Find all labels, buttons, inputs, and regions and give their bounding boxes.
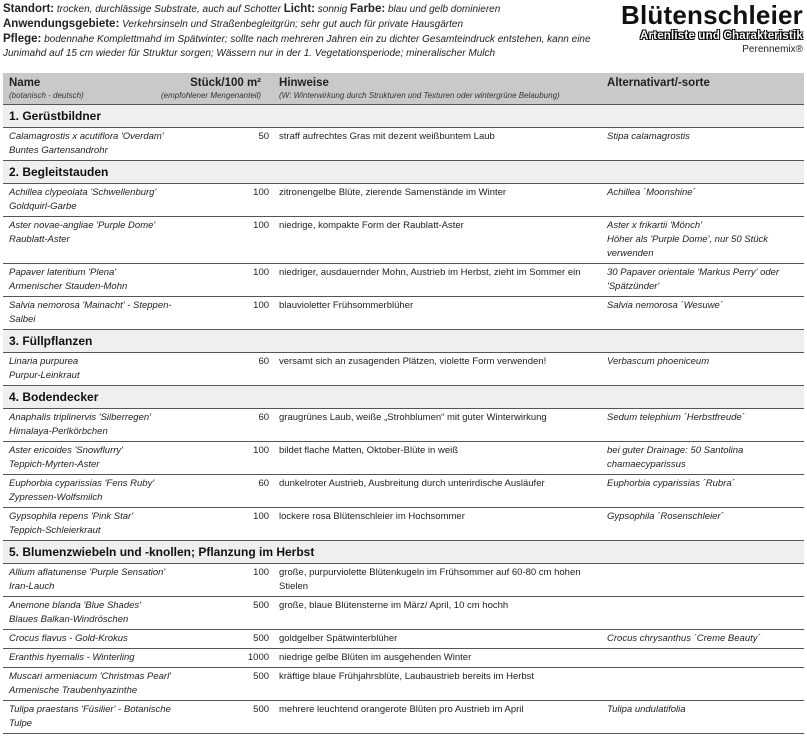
plant-count: 100: [183, 297, 273, 330]
botanical-name: Aster novae-angliae 'Purple Dome': [9, 220, 156, 231]
table-row: [3, 597, 804, 630]
plant-note: lockere rosa Blütenschleier im Hochsommer: [273, 508, 601, 541]
botanical-name: Muscari armeniacum 'Christmas Pearl': [9, 671, 172, 682]
plant-count: 1000: [183, 649, 273, 668]
plant-alternative: [601, 701, 804, 734]
plant-name: [3, 597, 183, 630]
table-row: [3, 128, 804, 161]
plant-note: zitronengelbe Blüte, zierende Samenstände im Winter: [273, 184, 601, 217]
alternative-line: 30 Papaver orientale 'Markus Perry' oder 'Spätzünder': [607, 267, 780, 292]
plant-alternative: [601, 442, 804, 475]
plant-note: dunkelroter Austrieb, Ausbreitung durch unterirdische Ausläufer: [273, 475, 601, 508]
plant-count: 500: [183, 668, 273, 701]
pflege-label: Pflege:: [3, 33, 42, 45]
table-row: [3, 649, 804, 668]
german-name: Armenische Traubenhyazinthe: [9, 685, 138, 696]
col-name-header: Name: [9, 77, 41, 89]
col-name-subheader: (botanisch - deutsch): [9, 91, 84, 100]
plant-name: [3, 564, 183, 597]
alternative-line: Aster x frikartii 'Mönch': [607, 220, 702, 231]
table-row: [3, 668, 804, 701]
pflege-line: [3, 32, 603, 61]
botanical-name: Anaphalis triplinervis 'Silberregen': [9, 412, 151, 423]
plant-count: 60: [183, 409, 273, 442]
botanical-name: Aster ericoides 'Snowflurry': [9, 445, 123, 456]
section-title: 4. Bodendecker: [3, 386, 804, 409]
anwendung-line: [3, 17, 603, 32]
botanical-name: Gypsophila repens 'Pink Star': [9, 511, 134, 522]
licht-label: Licht:: [283, 3, 315, 15]
brand-mark: Perennemix®: [742, 44, 803, 55]
alternative-line: Höher als 'Purple Dome', nur 50 Stück verwenden: [607, 234, 768, 259]
standort-value: trocken, durchlässige Substrate, auch auf Schotter: [56, 4, 281, 15]
german-name: Teppich-Myrten-Aster: [9, 459, 100, 470]
alternative-line: Sedum telephium ´Herbstfreude´: [607, 412, 745, 423]
botanical-name: Euphorbia cyparissias 'Fens Ruby': [9, 478, 155, 489]
plant-name: [3, 442, 183, 475]
plant-alternative: [601, 264, 804, 297]
plant-name: [3, 353, 183, 386]
col-notes-subheader: (W: Winterwirkung durch Strukturen und Texturen oder wintergrüne Belaubung): [279, 91, 560, 100]
table-row: [3, 217, 804, 264]
plant-alternative: [601, 508, 804, 541]
farbe-value: blau und gelb dominieren: [387, 4, 501, 15]
german-name: Zypressen-Wolfsmilch: [9, 492, 103, 503]
plant-note: niedriger, ausdauernder Mohn, Austrieb im Herbst, zieht im Sommer ein: [273, 264, 601, 297]
section-row: [3, 161, 804, 184]
alternative-line: Verbascum phoeniceum: [607, 356, 710, 367]
anwendung-label: Anwendungsgebiete:: [3, 18, 120, 30]
german-name: Himalaya-Perlkörbchen: [9, 426, 108, 437]
plant-alternative: [601, 184, 804, 217]
plant-alternative: [601, 649, 804, 668]
anwendung-value: Verkehrsinseln und Straßenbegleitgrün; sehr gut auch für private Hausgärten: [122, 19, 463, 30]
alternative-line: Achillea ´Moonshine´: [607, 187, 696, 198]
german-name: Purpur-Leinkraut: [9, 370, 80, 381]
plant-alternative: [601, 297, 804, 330]
botanical-name: Salvia nemorosa 'Mainacht' - Steppen-Salbei: [9, 300, 172, 325]
alternative-line: Crocus chrysanthus ´Creme Beauty´: [607, 633, 761, 644]
table-row: [3, 353, 804, 386]
german-name: Iran-Lauch: [9, 581, 55, 592]
section-title: 1. Gerüstbildner: [3, 105, 804, 128]
plant-name: [3, 508, 183, 541]
german-name: Armenischer Stauden-Mohn: [9, 281, 128, 292]
table-header: [3, 73, 804, 105]
plant-count: 500: [183, 701, 273, 734]
plant-note: niedrige, kompakte Form der Raublatt-Aster: [273, 217, 601, 264]
alternative-line: bei guter Drainage: 50 Santolina chamaecyparissus: [607, 445, 744, 470]
plant-count: 500: [183, 597, 273, 630]
farbe-label: Farbe:: [350, 3, 386, 15]
plant-alternative: [601, 217, 804, 264]
plant-alternative: [601, 409, 804, 442]
table-row: [3, 701, 804, 734]
plant-alternative: [601, 475, 804, 508]
plant-alternative: [601, 128, 804, 161]
alternative-line: Gypsophila ´Rosenschleier´: [607, 511, 724, 522]
brand-block: [621, 0, 803, 56]
licht-value: sonnig: [317, 4, 348, 15]
standort-label: Standort:: [3, 3, 55, 15]
alternative-line: Euphorbia cyparissias ´Rubra´: [607, 478, 735, 489]
botanical-name: Eranthis hyemalis - Winterling: [9, 652, 135, 663]
table-row: [3, 297, 804, 330]
plant-name: [3, 649, 183, 668]
plant-note: straff aufrechtes Gras mit dezent weißbuntem Laub: [273, 128, 601, 161]
plant-note: kräftige blaue Frühjahrsblüte, Laubaustrieb bereits im Herbst: [273, 668, 601, 701]
section-row: [3, 386, 804, 409]
botanical-name: Crocus flavus - Gold-Krokus: [9, 633, 128, 644]
plant-name: [3, 184, 183, 217]
plant-name: [3, 217, 183, 264]
plant-note: bildet flache Matten, Oktober-Blüte in weiß: [273, 442, 601, 475]
plant-count: 100: [183, 264, 273, 297]
col-notes-header: Hinweise: [279, 77, 329, 89]
alternative-line: Salvia nemorosa ´Wesuwe´: [607, 300, 723, 311]
header-alt: [601, 73, 804, 105]
plant-count: 100: [183, 508, 273, 541]
section-row: [3, 541, 804, 564]
section-title: 5. Blumenzwiebeln und -knollen; Pflanzung im Herbst: [3, 541, 804, 564]
table-row: [3, 508, 804, 541]
section-row: [3, 330, 804, 353]
header-notes: [273, 73, 601, 105]
species-table: [3, 73, 804, 734]
section-title: 2. Begleitstauden: [3, 161, 804, 184]
botanical-name: Allium aflatunense 'Purple Sensation': [9, 567, 166, 578]
plant-note: niedrige gelbe Blüten im ausgehenden Winter: [273, 649, 601, 668]
table-row: [3, 630, 804, 649]
alternative-line: Stipa calamagrostis: [607, 131, 690, 142]
plant-name: [3, 668, 183, 701]
plant-count: 60: [183, 475, 273, 508]
plant-note: graugrünes Laub, weiße „Strohblumen“ mit guter Winterwirkung: [273, 409, 601, 442]
german-name: Blaues Balkan-Windröschen: [9, 614, 129, 625]
document-subtitle: Artenliste und Charakteristik: [639, 30, 803, 42]
header-name-count: [3, 73, 273, 105]
plant-note: versamt sich an zusagenden Plätzen, violette Form verwenden!: [273, 353, 601, 386]
botanical-name: Calamagrostis x acutiflora 'Overdam': [9, 131, 164, 142]
table-row: [3, 442, 804, 475]
section-title: 3. Füllpflanzen: [3, 330, 804, 353]
plant-name: [3, 409, 183, 442]
table-row: [3, 264, 804, 297]
plant-alternative: [601, 597, 804, 630]
plant-count: 60: [183, 353, 273, 386]
plant-name: [3, 701, 183, 734]
plant-name: [3, 630, 183, 649]
plant-name: [3, 128, 183, 161]
plant-note: große, blaue Blütensterne im März/ April, 10 cm hochh: [273, 597, 601, 630]
plant-count: 100: [183, 217, 273, 264]
german-name: Buntes Gartensandrohr: [9, 145, 108, 156]
col-alt-header: Alternativart/-sorte: [607, 77, 710, 89]
table-row: [3, 409, 804, 442]
alternative-line: Tulipa undulatifolia: [607, 704, 686, 715]
plant-alternative: [601, 630, 804, 649]
plant-name: [3, 297, 183, 330]
table-row: [3, 564, 804, 597]
german-name: Teppich-Schleierkraut: [9, 525, 101, 536]
col-count-header: Stück/100 m²: [190, 77, 262, 89]
site-info: [3, 2, 603, 61]
plant-count: 50: [183, 128, 273, 161]
plant-alternative: [601, 353, 804, 386]
standort-line: [3, 2, 603, 17]
document-title: Blütenschleier: [621, 0, 803, 30]
plant-note: blauvioletter Frühsommerblüher: [273, 297, 601, 330]
german-name: Goldquirl-Garbe: [9, 201, 77, 212]
section-row: [3, 105, 804, 128]
botanical-name: Linaria purpurea: [9, 356, 79, 367]
plant-note: große, purpurviolette Blütenkugeln im Frühsommer auf 60-80 cm hohen Stielen: [273, 564, 601, 597]
col-count-subheader: (empfohlener Mengenanteil): [160, 91, 262, 100]
pflege-value: bodennahe Komplettmahd im Spätwinter; sollte nach mehreren Jahren ein zu dichter Gesamteindruck entstehen, kann eine Junimahd auf 15 cm wieder für Struktur sorgen; Wässern nur in der 1. Vegetationsperiode; mineralischer Mulch: [3, 34, 591, 59]
botanical-name: Anemone blanda 'Blue Shades': [9, 600, 141, 611]
german-name: Raublatt-Aster: [9, 234, 70, 245]
botanical-name: Papaver lateritium 'Plena': [9, 267, 117, 278]
plant-count: 100: [183, 184, 273, 217]
table-row: [3, 475, 804, 508]
plant-count: 500: [183, 630, 273, 649]
botanical-name: Tulipa praestans 'Füsilier' - Botanische Tulpe: [9, 704, 171, 729]
botanical-name: Achillea clypeolata 'Schwellenburg': [9, 187, 157, 198]
plant-alternative: [601, 564, 804, 597]
table-row: [3, 184, 804, 217]
plant-note: goldgelber Spätwinterblüher: [273, 630, 601, 649]
plant-note: mehrere leuchtend orangerote Blüten pro Austrieb im April: [273, 701, 601, 734]
plant-count: 100: [183, 442, 273, 475]
plant-name: [3, 475, 183, 508]
plant-name: [3, 264, 183, 297]
plant-alternative: [601, 668, 804, 701]
plant-count: 100: [183, 564, 273, 597]
